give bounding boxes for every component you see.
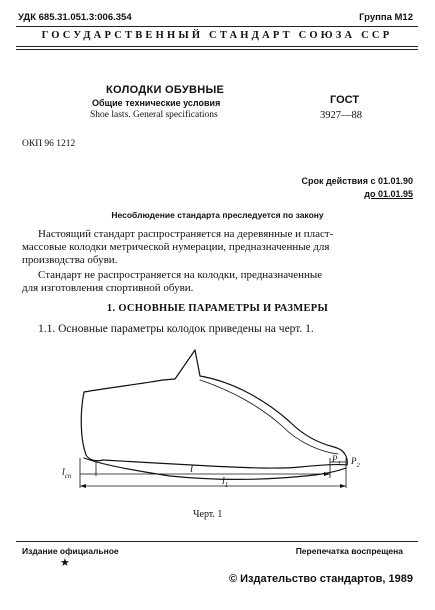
edition-label: Издание официальное (22, 546, 119, 556)
label-l-heel-sub: сп (64, 472, 72, 480)
last-inner-line (103, 460, 347, 468)
gost-number: 3927—88 (320, 110, 362, 121)
figure-caption: Черт. 1 (193, 509, 223, 520)
paragraph-1-line-1: Настоящий стандарт распространяется на деревянные и пласт- (38, 228, 334, 240)
label-l-main (190, 463, 193, 475)
label-p2-sub: 2 (356, 461, 360, 469)
star-mark: ★ (60, 557, 70, 569)
paragraph-2-line-1: Стандарт не распространяется на колодки, предназначенные (38, 269, 323, 281)
label-p1-sub: 1 (337, 459, 341, 467)
label-l1-sub: 1 (224, 481, 229, 489)
shoe-last-drawing (0, 340, 435, 510)
label-l-heel-main: l (62, 467, 65, 478)
subtitle-ru: Общие технические условия (92, 98, 221, 108)
label-l-main-text: l (190, 463, 194, 475)
title-en: Shoe lasts. General specifications (90, 110, 218, 120)
last-top-outline (84, 350, 347, 465)
label-l1-main: l (222, 476, 225, 487)
paragraph-2-line-2: для изготовления спортивной обуви. (22, 282, 194, 294)
label-l1 (222, 476, 228, 489)
reprint-notice: Перепечатка воспрещена (295, 546, 403, 556)
standard-org: ГОСУДАРСТВЕННЫЙ СТАНДАРТ СОЮЗА ССР (41, 30, 393, 41)
clause-1-1: 1.1. Основные параметры колодок приведены на черт. 1. (38, 323, 314, 335)
udk-code: УДК 685.31.051.3:006.354 (18, 12, 132, 23)
group-label: Группа М12 (359, 12, 413, 23)
publisher-line: © Издательство стандартов, 1989 (228, 573, 413, 585)
arrow-l1-right (340, 484, 346, 488)
title-ru: КОЛОДКИ ОБУВНЫЕ (106, 84, 225, 96)
header-rule-top (16, 26, 418, 27)
last-heel-outline (81, 392, 103, 461)
paragraph-1-line-3: производства обуви. (22, 254, 118, 266)
label-p1 (332, 454, 341, 467)
label-l-heel (62, 467, 71, 480)
validity-line-2: до 01.01.95 (364, 189, 413, 199)
label-p1-main: P (332, 454, 338, 464)
section-heading: 1. ОСНОВНЫЕ ПАРАМЕТРЫ И РАЗМЕРЫ (106, 303, 329, 314)
gost-label: ГОСТ (330, 94, 360, 106)
body-text (22, 228, 418, 295)
paragraph-1-line-2: массовые колодки метрической нумерации, предназначенные для (22, 241, 330, 253)
okp-code: ОКП 96 1212 (22, 139, 76, 149)
validity-line-1: Срок действия с 01.01.90 (301, 176, 413, 186)
header-rule-bottom (16, 46, 418, 50)
last-inner-contour (200, 380, 338, 454)
label-p2 (351, 456, 360, 469)
legal-notice: Несоблюдение стандарта преследуется по закону (111, 210, 324, 220)
label-p2-main: P (351, 456, 357, 466)
arrow-l1-left (80, 484, 86, 488)
footer-rule (16, 541, 418, 542)
